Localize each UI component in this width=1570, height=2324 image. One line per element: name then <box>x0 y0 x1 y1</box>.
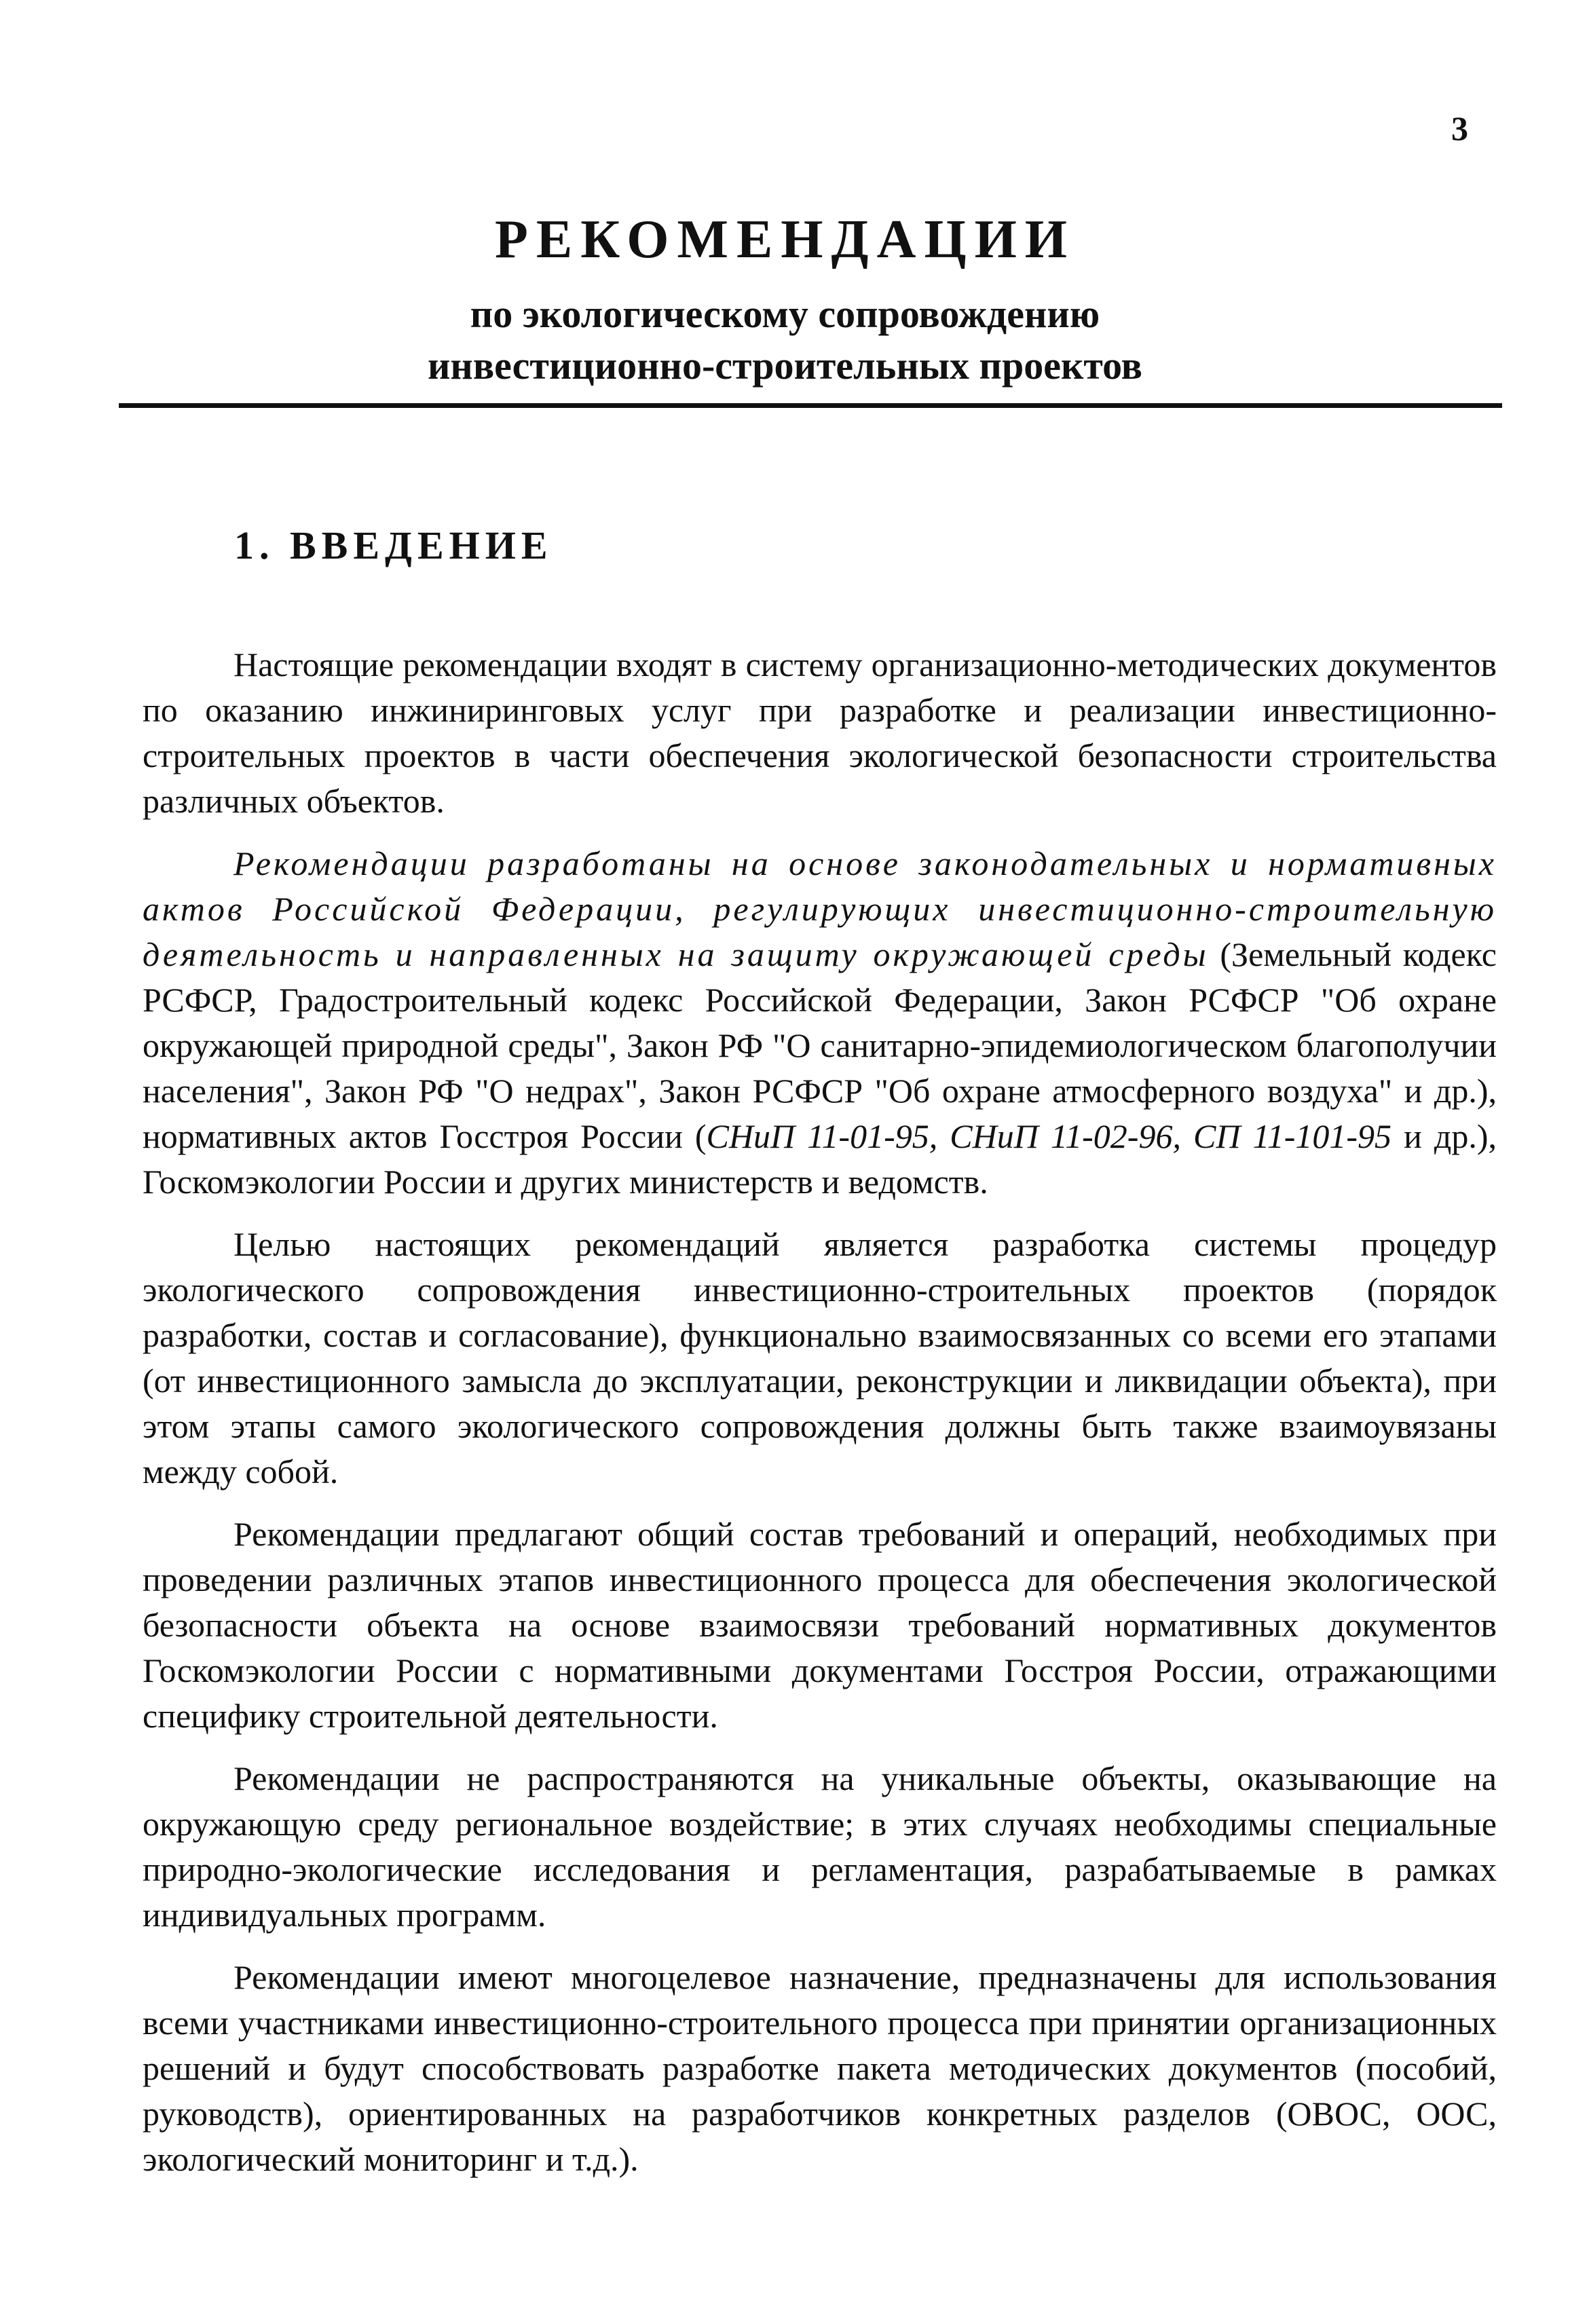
paragraph-2-text-b: и др.), Госкомэкологии России и других министерств и ведомств. <box>143 1117 1497 1201</box>
paragraph-4: Рекомендации предлагают общий состав требований и операций, необходимых при проведении различных этапов инвестиционного процесса для обеспечения экологической безопасности объекта на основе взаимосвязи требований нормативных документов Госкомэкологии России с нормативными документами Госстроя России, отражающими специфику строительной деятельности. <box>143 1515 1497 1735</box>
paragraph-6: Рекомендации имеют многоцелевое назначение, предназначены для использования всеми участниками инвестиционно-строительного процесса при принятии организационных решений и будут способствовать разработке пакета методических документов (пособий, руководств), ориентированных на разработчиков конкретных разделов (ОВОС, ООС, экологический мониторинг и т.д.). <box>143 1958 1497 2178</box>
section-body <box>143 642 1497 2199</box>
document-title: РЕКОМЕНДАЦИИ <box>494 210 1076 269</box>
paragraph-2 <box>143 841 1497 1205</box>
subtitle-line-2: инвестиционно-строительных проектов <box>428 343 1142 388</box>
paragraph-2-text-a: (Земельный кодекс РСФСР, Градостроительный кодекс Российской Федерации, Закон РСФСР "Об охране окружающей природной среды", Закон РФ "О санитарно-эпидемиологическом благополучии населения", Закон РФ "О недрах", Закон РСФСР "Об охране атмосферного воздуха" и др.), нормативных актов Госстроя России ( <box>143 935 1497 1155</box>
subtitle-line-1: по экологическому сопровождению <box>470 292 1100 336</box>
document-subtitle <box>0 288 1570 392</box>
paragraph-1: Настоящие рекомендации входят в систему организационно-методических документов по оказанию инжиниринговых услуг при разработке и реализации инвестиционно-строительных проектов в части обеспечения экологической безопасности строительства различных объектов. <box>143 645 1497 820</box>
section-heading: 1. ВВЕДЕНИЕ <box>234 523 553 567</box>
paragraph-2-italic-lead: Рекомендации разработаны на основе законодательных и нормативных актов Российской Федерации, регулирующих инвестиционно-строительную деятельность и направленных на защиту окружающей среды <box>143 844 1497 973</box>
paragraph-5: Рекомендации не распространяются на уникальные объекты, оказывающие на окружающую среду региональное воздействие; в этих случаях необходимы специальные природно-экологические исследования и регламентация, разрабатываемые в рамках индивидуальных программ. <box>143 1759 1497 1934</box>
paragraph-3: Целью настоящих рекомендаций является разработка системы процедур экологического сопровождения инвестиционно-строительных проектов (порядок разработки, состав и согласование), функционально взаимосвязанных со всеми его этапами (от инвестиционного замысла до эксплуатации, реконструкции и ликвидации объекта), при этом этапы самого экологического сопровождения должны быть также взаимоувязаны между собой. <box>143 1225 1497 1491</box>
title-divider <box>119 403 1502 408</box>
page-number: 3 <box>1451 109 1468 147</box>
paragraph-2-codes: СНиП 11-01-95, СНиП 11-02-96, СП 11-101-95 <box>706 1117 1392 1155</box>
